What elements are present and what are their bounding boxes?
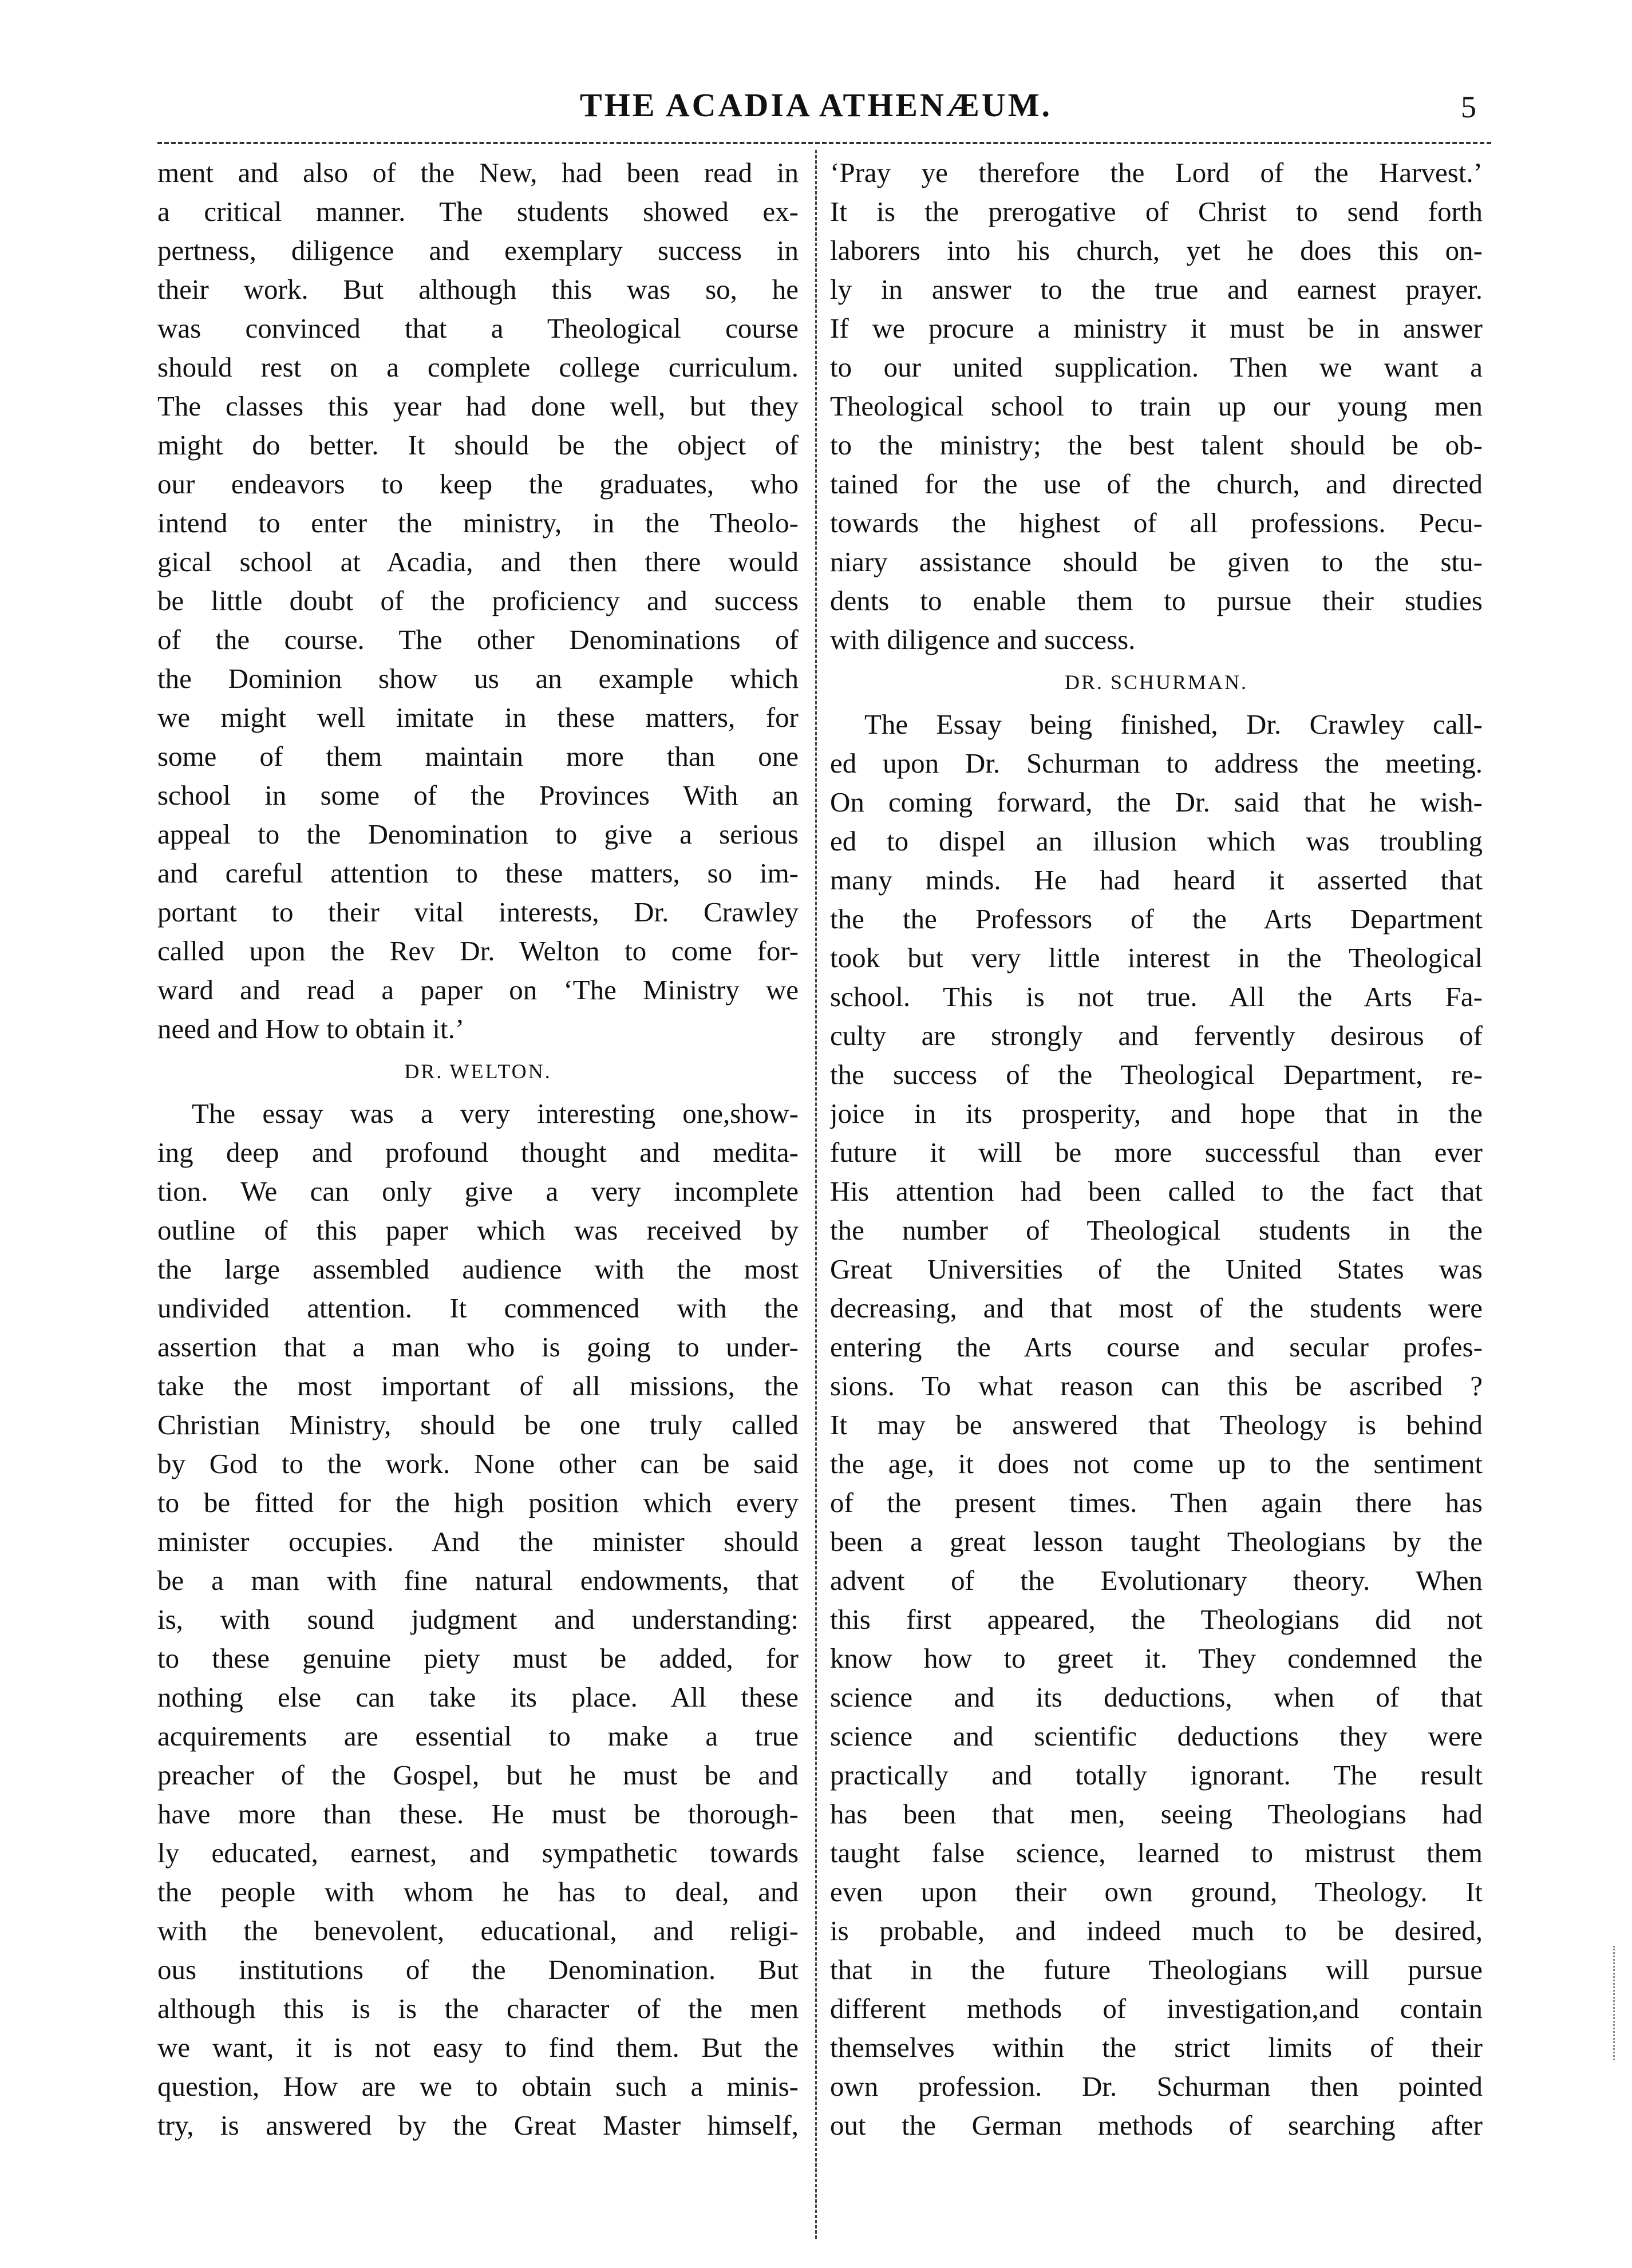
text-line: even upon their own ground, Theology. It [830,1876,1483,1907]
text-line: the success of the Theological Department, re- [830,1059,1483,1090]
text-line: out the German methods of searching after [830,2109,1483,2141]
text-line: called upon the Rev Dr. Welton to come for- [157,935,799,967]
right-column [830,153,1483,2145]
text-line: our endeavors to keep the graduates, who [157,468,799,500]
text-line: decreasing, and that most of the students were [830,1292,1483,1324]
text-line: different methods of investigation,and contain [830,1993,1483,2024]
text-line: should rest on a complete college curriculum. [157,351,799,383]
text-line: of the present times. Then again there has [830,1487,1483,1518]
text-line: be a man with fine natural endowments, that [157,1565,799,1596]
text-line: to be fitted for the high position which every [157,1487,799,1518]
section-heading: DR. SCHURMAN. [1064,671,1248,694]
running-head [0,86,1632,137]
text-line: gical school at Acadia, and then there would [157,546,799,577]
text-line: future it will be more successful than ever [830,1137,1483,1168]
text-line: undivided attention. It commenced with the [157,1292,799,1324]
text-line: their work. But although this was so, he [157,274,799,305]
text-line: nothing else can take its place. All these [157,1681,799,1713]
text-line: It may be answered that Theology is behind [830,1409,1483,1440]
left-column [157,153,799,2145]
text-line: His attention had been called to the fact that [830,1175,1483,1207]
text-line: preacher of the Gospel, but he must be and [157,1759,799,1791]
text-line: portant to their vital interests, Dr. Crawley [157,896,799,928]
text-line: culty are strongly and fervently desirous of [830,1020,1483,1051]
text-line: we want, it is not easy to find them. But the [157,2032,799,2063]
margin-specks [1613,1946,1621,2060]
text-line: appeal to the Denomination to give a serious [157,818,799,850]
text-line: the large assembled audience with the most [157,1253,799,1285]
text-line: minister occupies. And the minister should [157,1526,799,1557]
text-line: has been that men, seeing Theologians had [830,1798,1483,1830]
text-line: assertion that a man who is going to under- [157,1331,799,1363]
text-line: niary assistance should be given to the stu- [830,546,1483,577]
text-line: have more than these. He must be thorough- [157,1798,799,1830]
text-line: of the course. The other Denominations of [157,624,799,655]
text-line: try, is answered by the Great Master himself, [157,2109,799,2141]
text-line: Theological school to train up our young men [830,390,1483,422]
text-line: is, with sound judgment and understanding: [157,1604,799,1635]
text-line: this first appeared, the Theologians did not [830,1604,1483,1635]
text-line: the the Professors of the Arts Department [830,903,1483,935]
text-line: ment and also of the New, had been read in [157,157,799,188]
text-line: ‘Pray ye therefore the Lord of the Harvest.’ [830,157,1483,188]
text-line: need and How to obtain it.’ [157,1013,465,1044]
text-line: question, How are we to obtain such a minis- [157,2071,799,2102]
text-line: we might well imitate in these matters, for [157,702,799,733]
text-line: ly in answer to the true and earnest prayer. [830,274,1483,305]
header-rule [157,142,1491,144]
text-line: ward and read a paper on ‘The Ministry we [157,974,799,1006]
text-line: It is the prerogative of Christ to send forth [830,196,1483,227]
text-line: joice in its prosperity, and hope that in the [830,1098,1483,1129]
text-line: sions. To what reason can this be ascribed ? [830,1370,1483,1402]
text-line: and careful attention to these matters, so im- [157,857,799,889]
text-line: to these genuine piety must be added, for [157,1642,799,1674]
text-line: although this is is the character of the men [157,1993,799,2024]
text-line: science and scientific deductions they were [830,1720,1483,1752]
text-line: science and its deductions, when of that [830,1681,1483,1713]
text-line: a critical manner. The students showed ex- [157,196,799,227]
text-line: acquirements are essential to make a true [157,1720,799,1752]
publication-title: THE ACADIA ATHENÆUM. [580,86,1052,124]
text-line: know how to greet it. They condemned the [830,1642,1483,1674]
text-line: been a great lesson taught Theologians by the [830,1526,1483,1557]
text-line: the age, it does not come up to the sentiment [830,1448,1483,1479]
text-line: pertness, diligence and exemplary success in [157,235,799,266]
text-line: to the ministry; the best talent should be ob- [830,429,1483,461]
text-line: school in some of the Provinces With an [157,779,799,811]
text-line: by God to the work. None other can be said [157,1448,799,1479]
text-line: ous institutions of the Denomination. But [157,1954,799,1985]
text-line: tained for the use of the church, and directed [830,468,1483,500]
section-heading: DR. WELTON. [404,1060,552,1083]
page-number: 5 [1461,90,1476,124]
text-line: themselves within the strict limits of their [830,2032,1483,2063]
text-line: ly educated, earnest, and sympathetic towards [157,1837,799,1869]
text-line: that in the future Theologians will pursue [830,1954,1483,1985]
text-line: entering the Arts course and secular profes- [830,1331,1483,1363]
text-line: outline of this paper which was received by [157,1214,799,1246]
text-line: practically and totally ignorant. The result [830,1759,1483,1791]
text-line: many minds. He had heard it asserted that [830,864,1483,896]
text-line: with diligence and success. [830,624,1136,655]
text-line: taught false science, learned to mistrust them [830,1837,1483,1869]
text-line: tion. We can only give a very incomplete [157,1175,799,1207]
text-line: some of them maintain more than one [157,741,799,772]
text-line: laborers into his church, yet he does this on- [830,235,1483,266]
text-line: intend to enter the ministry, in the Theolo- [157,507,799,539]
text-line: dents to enable them to pursue their studies [830,585,1483,616]
text-line: On coming forward, the Dr. said that he wish- [830,786,1483,818]
text-line: to our united supplication. Then we want a [830,351,1483,383]
text-line: ed upon Dr. Schurman to address the meeting. [830,747,1483,779]
text-line: The Essay being finished, Dr. Crawley call- [864,708,1483,740]
text-line: is probable, and indeed much to be desired, [830,1915,1483,1946]
text-line: towards the highest of all professions. Pecu- [830,507,1483,539]
text-line: the Dominion show us an example which [157,663,799,694]
text-line: If we procure a ministry it must be in answer [830,312,1483,344]
column-divider [815,150,817,2239]
text-line: the people with whom he has to deal, and [157,1876,799,1907]
text-line: school. This is not true. All the Arts Fa- [830,981,1483,1012]
text-line: Christian Ministry, should be one truly called [157,1409,799,1440]
text-line: the number of Theological students in the [830,1214,1483,1246]
text-line: might do better. It should be the object of [157,429,799,461]
text-line: own profession. Dr. Schurman then pointed [830,2071,1483,2102]
text-line: advent of the Evolutionary theory. When [830,1565,1483,1596]
text-line: ed to dispel an illusion which was troubling [830,825,1483,857]
text-line: be little doubt of the proficiency and success [157,585,799,616]
text-line: took but very little interest in the Theological [830,942,1483,973]
text-line: with the benevolent, educational, and religi- [157,1915,799,1946]
text-line: The classes this year had done well, but they [157,390,799,422]
text-line: Great Universities of the United States was [830,1253,1483,1285]
text-line: The essay was a very interesting one,show- [192,1098,799,1129]
text-line: was convinced that a Theological course [157,312,799,344]
text-line: take the most important of all missions, the [157,1370,799,1402]
text-line: ing deep and profound thought and medita- [157,1137,799,1168]
